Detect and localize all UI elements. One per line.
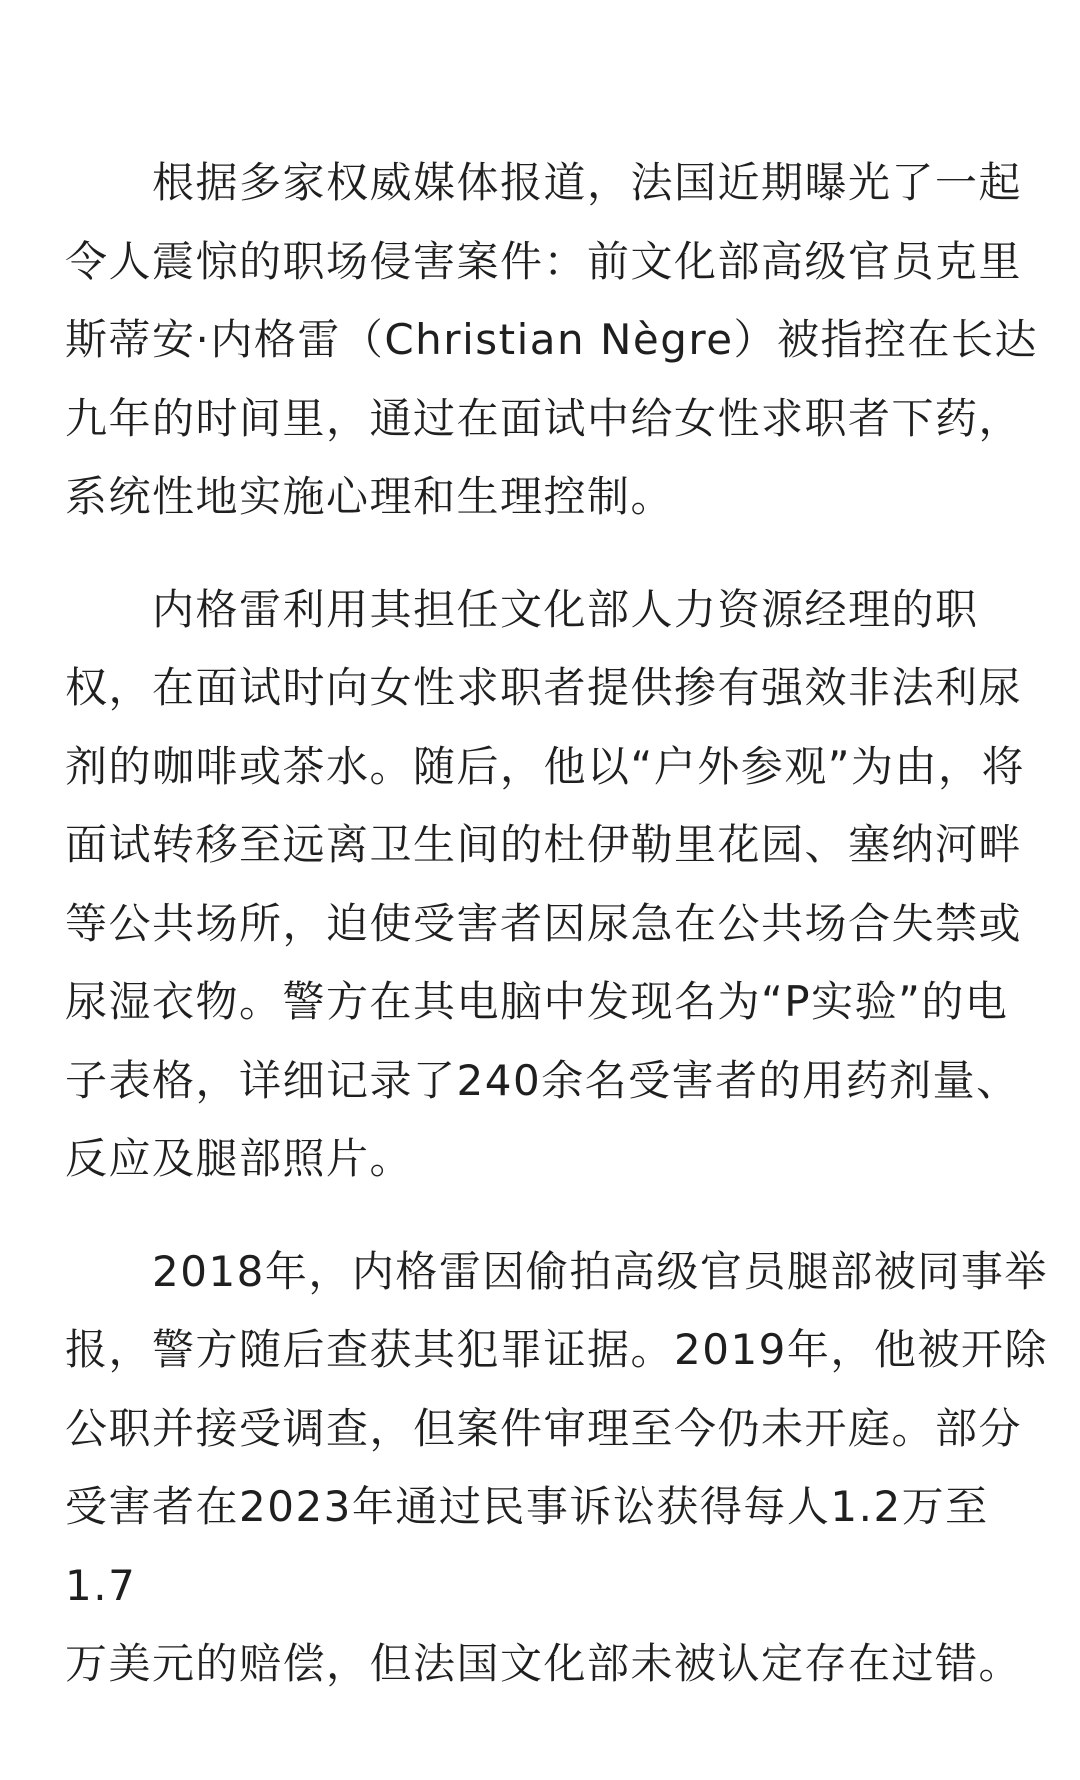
text-line: 系统性地实施心理和生理控制。 [65, 472, 675, 521]
text-line: 面试转移至远离卫生间的杜伊勒里花园、塞纳河畔 [65, 820, 1023, 869]
text-line: 根据多家权威媒体报道，法国近期曝光了一起 [65, 158, 1023, 207]
text-line: 九年的时间里，通过在面试中给女性求职者下药， [65, 393, 1023, 443]
text-line: 内格雷利用其担任文化部人力资源经理的职 [65, 584, 979, 634]
text-line: 尿湿衣物。警方在其电脑中发现名为“P实验”的电 [65, 977, 1009, 1026]
paragraph [65, 1233, 1055, 1704]
text-line: 等公共场所，迫使受害者因尿急在公共场合失禁或 [65, 898, 1023, 948]
text-line: 公职并接受调查，但案件审理至今仍未开庭。部分 [65, 1403, 1023, 1453]
text-line: 万美元的赔偿，但法国文化部未被认定存在过错。 [65, 1639, 1023, 1688]
text-line: 反应及腿部照片。 [65, 1134, 414, 1183]
text-line: 令人震惊的职场侵害案件：前文化部高级官员克里 [65, 236, 1023, 286]
text-line: 斯蒂安·内格雷（Christian Nègre）被指控在长达 [65, 315, 1039, 364]
text-line: 受害者在2023年通过民事诉讼获得每人1.2万至1.7 [65, 1482, 989, 1610]
paragraph [65, 571, 1055, 1199]
paragraph [65, 144, 1055, 537]
article-body [65, 144, 1055, 1738]
text-line: 权，在面试时向女性求职者提供掺有强效非法利尿 [65, 663, 1023, 712]
text-line: 报，警方随后查获其犯罪证据。2019年，他被开除 [65, 1325, 1048, 1374]
text-line: 剂的咖啡或茶水。随后，他以“户外参观”为由，将 [65, 741, 1026, 791]
text-line: 2018年，内格雷因偷拍高级官员腿部被同事举 [65, 1246, 1048, 1296]
text-line: 子表格，详细记录了240余名受害者的用药剂量、 [65, 1055, 1020, 1105]
